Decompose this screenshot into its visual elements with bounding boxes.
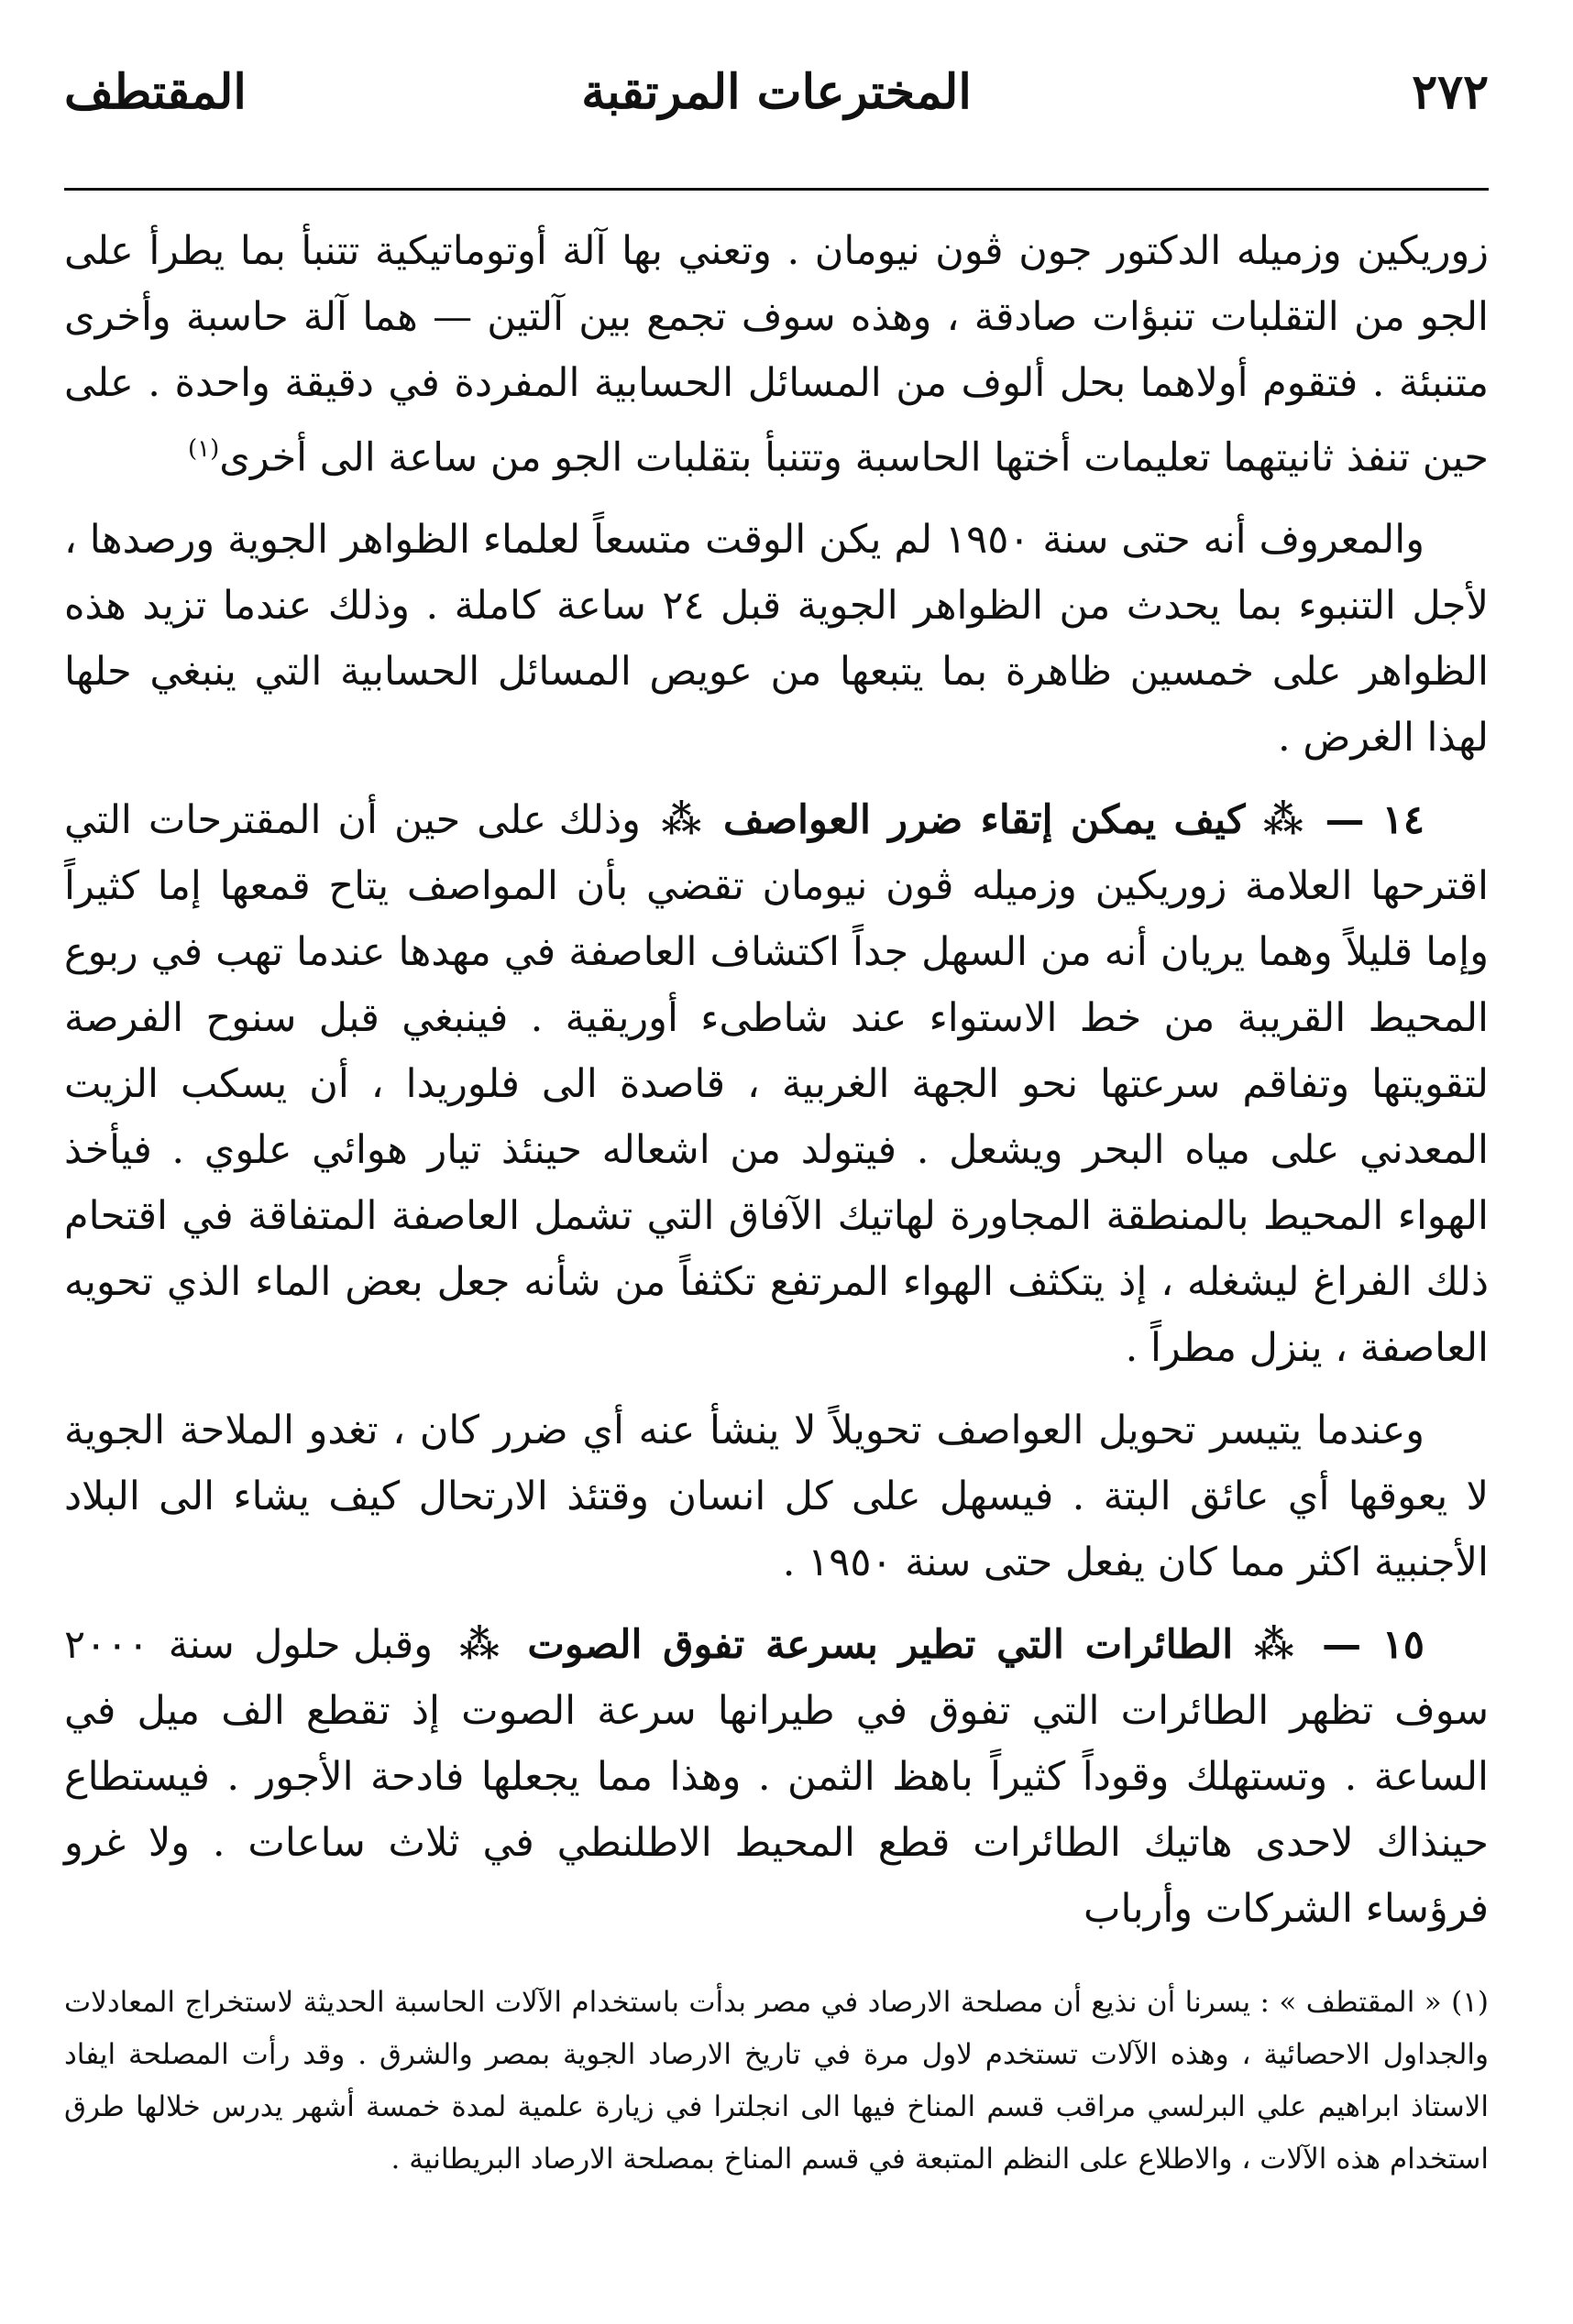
- footnote-marker: (١): [187, 435, 220, 463]
- page-header: [64, 64, 1489, 137]
- paragraph: [64, 218, 1489, 490]
- section-15-heading: ١٥ — ⁂ الطائرات التي تطير بسرعة تفوق الصوت ⁂: [452, 1622, 1425, 1669]
- section-14-heading: ١٤ — ⁂ كيف يمكن إتقاء ضرر العواصف ⁂: [656, 797, 1424, 844]
- paragraph: [64, 787, 1489, 1381]
- paragraph: والمعروف أنه حتى سنة ١٩٥٠ لم يكن الوقت متسعاً لعلماء الظواهر الجوية ورصدها ، لأجل التنبوء بما يحدث من الظواهر الجوية قبل ٢٤ ساعة كاملة . وذلك عندما تزيد هذه الظواهر على خمسين ظاهرة بما يتبعها من عويص المسائل الحسابية التي ينبغي حلها لهذا الغرض .: [64, 517, 1489, 762]
- header-rule: [64, 188, 1489, 191]
- article-body: [64, 218, 1489, 1942]
- page-number: ٢٧٢: [1412, 64, 1489, 120]
- paragraph-text: وذلك على حين أن المقترحات التي اقترحها العلامة زوريكين وزميله ڤون نيومان تقضي بأن المواصف يتاح قمعها إما كثيراً وإما قليلاً وهما يريان أنه من السهل جداً اكتشاف العاصفة في مهدها عندما تهب في ربوع المحيط القريبة من خط الاستواء عند شاطىء أوريقية . فينبغي قبل سنوح الفرصة لتقويتها وتفاقم سرعتها نحو الجهة الغربية ، قاصدة الى فلوريدا ، أن يسكب الزيت المعدني على مياه البحر ويشعل . فيتولد من اشعاله حينئذ تيار هوائي علوي . فيأخذ الهواء المحيط بالمنطقة المجاورة لهاتيك الآفاق التي تشمل العاصفة المتفاقة في اقتحام ذلك الفراغ ليشغله ، إذ يتكثف الهواء المرتفع تكثفاً من شأنه جعل بعض الماء الذي تحويه العاصفة ، ينزل مطراً .: [64, 797, 1489, 1372]
- magazine-name: المقتطف: [64, 64, 247, 120]
- paragraph: وعندما يتيسر تحويل العواصف تحويلاً لا ينشأ عنه أي ضرر كان ، تغدو الملاحة الجوية لا يعوقها أي عائق البتة . فيسهل على كل انسان وقتئذ الارتحال كيف يشاء الى البلاد الأجنبية اكثر مما كان يفعل حتى سنة ١٩٥٠ .: [64, 1408, 1489, 1586]
- paragraph-text: زوريكين وزميله الدكتور جون ڤون نيومان . وتعني بها آلة أوتوماتيكية تتنبأ بما يطرأ على الجو من التقلبات تنبؤات صادقة ، وهذه سوف تجمع بين آلتين — هما آلة حاسبة وأخرى متنبئة . فتقوم أولاهما بحل ألوف من المسائل الحسابية المفردة في دقيقة واحدة . على حين تنفذ ثانيتهما تعليمات أختها الحاسبة وتتنبأ بتقلبات الجو من ساعة الى أخرى: [64, 228, 1489, 481]
- paragraph-text: وقبل حلول سنة ٢٠٠٠ سوف تظهر الطائرات التي تفوق في طيرانها سرعة الصوت إذ تقطع الف ميل في الساعة . وتستهلك وقوداً كثيراً باهظ الثمن . وهذا مما يجعلها فادحة الأجور . فيستطاع حينذاك لاحدى هاتيك الطائرات قطع المحيط الاطلنطي في ثلاث ساعات . ولا غرو فرؤساء الشركات وأرباب: [64, 1622, 1489, 1933]
- footnote: (١) « المقتطف » : يسرنا أن نذيع أن مصلحة الارصاد في مصر بدأت باستخدام الآلات الحاسبة الحديثة لاستخراج المعادلات والجداول الاحصائية ، وهذه الآلات تستخدم لاول مرة في تاريخ الارصاد الجوية بمصر والشرق . وقد رأت المصلحة ايفاد الاستاذ ابراهيم علي البرلسي مراقب قسم المناخ فيها الى انجلترا في زيارة علمية لمدة خمسة أشهر يدرس خلالها طرق استخدام هذه الآلات ، والاطلاع على النظم المتبعة في قسم المناخ بمصلحة الارصاد البريطانية .: [64, 1986, 1489, 2176]
- running-title: المخترعات المرتقبة: [581, 64, 972, 120]
- paragraph: [64, 1612, 1489, 1942]
